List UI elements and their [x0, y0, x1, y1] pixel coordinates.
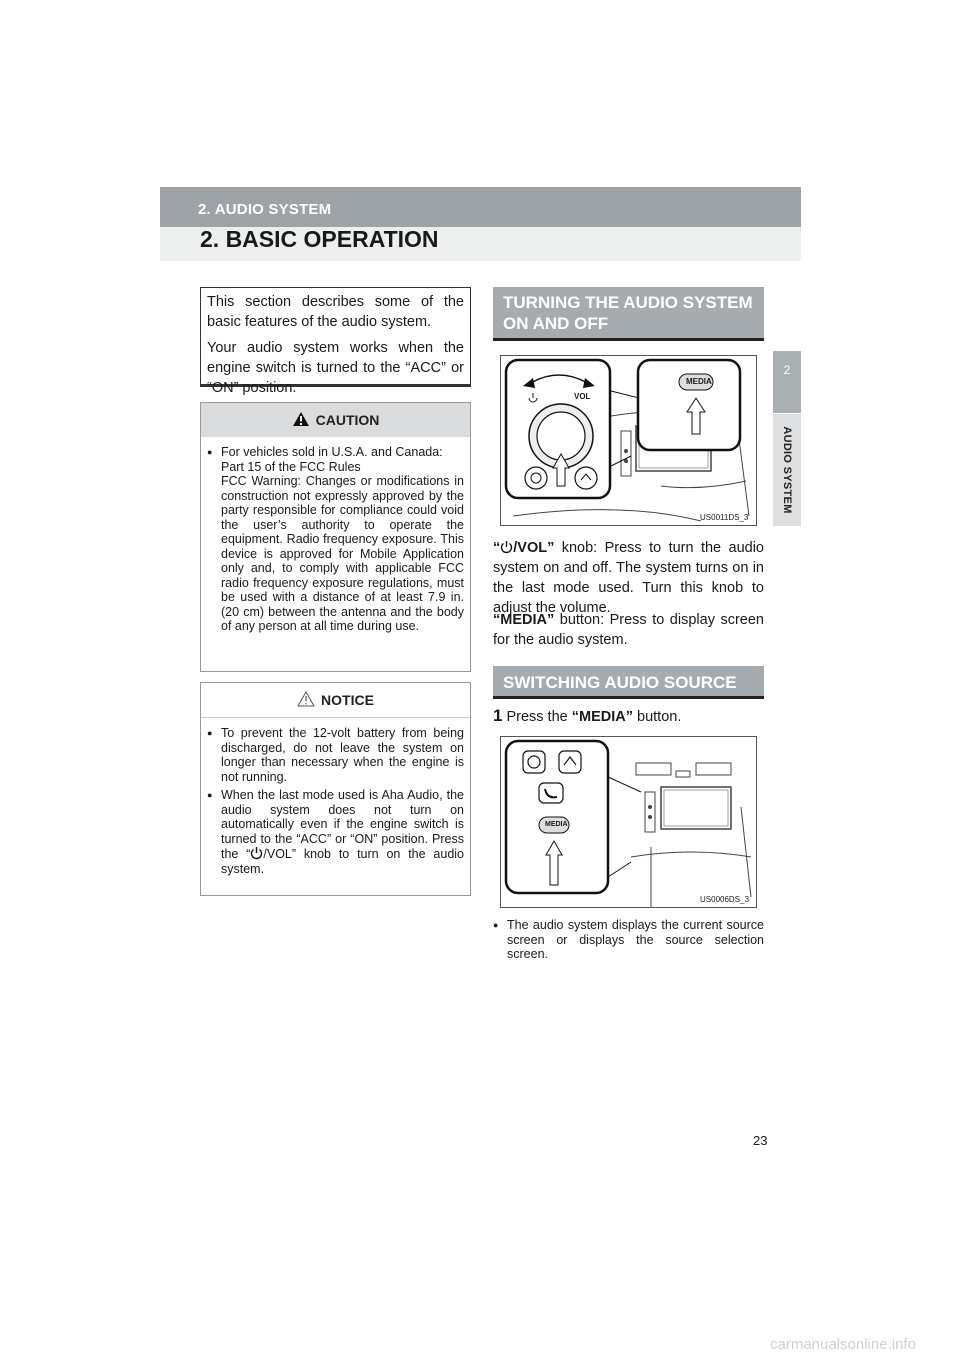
- power-icon: [500, 540, 513, 554]
- figure-code-2: US0006DS_3: [700, 895, 749, 904]
- page-number: 23: [753, 1133, 768, 1148]
- dashboard-illustration-1: [501, 356, 757, 526]
- caution-header: [201, 403, 470, 437]
- intro-box: [200, 287, 471, 396]
- figure-vol-label: VOL: [574, 392, 591, 401]
- media-name: “MEDIA”: [493, 612, 555, 628]
- caution-line-3: FCC Warning: Changes or modifications in construction not expressly approved by the party responsible for compliance could void the user’s authority to operate the equipment. Radio frequency exposure. This device is approved for Mobile Application only and, to comply with applicable FCC radio frequency exposure regulations, must be used with a distance of at least 7.9 in. (20 cm) between the antenna and the body of any person at all time during use.: [221, 474, 464, 633]
- step-prefix: Press the: [506, 709, 572, 725]
- intro-paragraph-1: This section describes some of the basic features of the audio system.: [207, 294, 464, 330]
- notice-box: [200, 682, 471, 896]
- caution-line-1: ● For vehicles sold in U.S.A. and Canada:: [221, 445, 443, 459]
- notice-item-2-text-b: /VOL” knob to turn on the audio system.: [221, 847, 465, 876]
- step-suffix: button.: [632, 709, 682, 725]
- intro-paragraph-2: Your audio system works when the engine switch is turned to the “ACC” or “ON” position.: [207, 340, 464, 396]
- notice-triangle-icon: [297, 691, 315, 710]
- knob-name: /VOL”: [513, 540, 555, 556]
- section-heading-turning-on-off: TURNING THE AUDIO SYSTEM ON AND OFF: [493, 287, 764, 341]
- step-bold: “MEDIA”: [571, 709, 633, 725]
- section-heading-switching-source: SWITCHING AUDIO SOURCE: [493, 666, 764, 699]
- notice-item-2: [207, 788, 464, 876]
- notice-header: [201, 683, 470, 718]
- caution-item: [207, 445, 464, 634]
- caution-box: [200, 402, 471, 672]
- knob-description: [493, 538, 764, 618]
- warning-triangle-icon: [292, 411, 310, 430]
- dashboard-illustration-2: [501, 737, 757, 908]
- media-description: [493, 610, 764, 650]
- knob-desc: knob: Press to turn the audio system on and off. The system turns on in the last mode used. Turn this knob to adjust the volume.: [493, 540, 764, 616]
- page-title: 2. BASIC OPERATION: [200, 226, 439, 252]
- side-tab-number-block: [773, 351, 801, 413]
- side-tab-label: AUDIO SYSTEM: [781, 426, 793, 514]
- power-icon: [250, 846, 263, 860]
- knob-name-open: “: [493, 540, 501, 556]
- figure-volume-knob: [500, 355, 757, 526]
- figure-media-button: [500, 736, 757, 908]
- notice-item-1: ● To prevent the 12-volt battery from being discharged, do not leave the system on longer than necessary when the engine is not running.: [207, 726, 464, 784]
- side-tab-number: 2: [783, 363, 791, 377]
- figure-media-label: MEDIA: [686, 377, 712, 386]
- media-desc: button: Press to display screen for the audio system.: [493, 612, 764, 648]
- figure-media-label-2: MEDIA: [545, 821, 568, 828]
- caution-list: [207, 445, 464, 634]
- caution-heading: CAUTION: [315, 412, 380, 428]
- notice-item-2-text-a: When the last mode used is Aha Audio, the audio system does not turn on automatically even if the engine switch is turned to the “ACC” or “ON” position. Press the “: [221, 788, 464, 861]
- figure-code-1: US0011DS_3: [700, 513, 749, 522]
- step-number: 1: [493, 706, 503, 725]
- notice-list: [207, 726, 464, 876]
- watermark: carmanualsonline.info: [770, 1336, 916, 1353]
- notice-heading: NOTICE: [321, 692, 374, 708]
- step-1: [493, 706, 764, 726]
- chapter-title: 2. AUDIO SYSTEM: [198, 201, 332, 218]
- source-screen-note: ● The audio system displays the current source screen or displays the source selection screen.: [493, 918, 764, 962]
- caution-line-2: Part 15 of the FCC Rules: [221, 459, 361, 474]
